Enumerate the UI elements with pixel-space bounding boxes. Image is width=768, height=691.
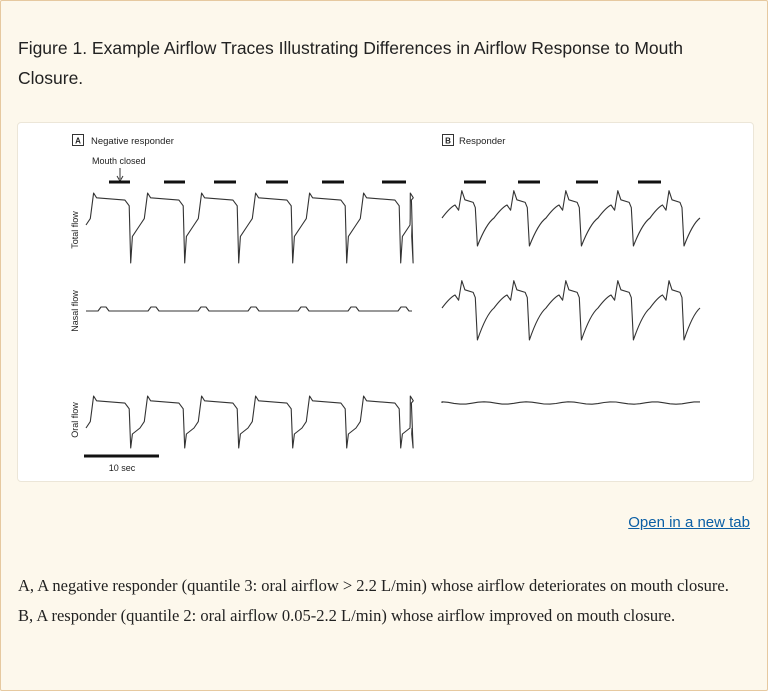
figure-title: Figure 1. Example Airflow Traces Illustrating Differences in Airflow Response to Mouth Closure. [18,38,683,88]
airflow-traces-figure [18,123,753,481]
panel-a-letter: A [75,136,81,146]
trace-b-nasal-flow [442,281,700,340]
panel-b-letter: B [445,136,451,146]
trace-b-oral-flow [442,402,700,404]
trace-a-nasal-flow [86,307,412,311]
airflow-traces [86,191,700,448]
row-label-oral-flow: Oral flow [70,402,80,438]
open-in-new-tab-link[interactable]: Open in a new tab [628,514,750,531]
panel-a-title: Negative responder [91,136,174,147]
row-label-nasal-flow: Nasal flow [70,290,80,332]
figure-caption: A, A negative responder (quantile 3: oral airflow > 2.2 L/min) whose airflow deteriorates on mouth closure. B, A responder (quantile 2: oral airflow 0.05-2.2 L/min) whose airflow improved on mouth closure. [18,576,729,625]
scale-bar-label: 10 sec [108,463,136,473]
figure-image [17,122,754,482]
panel-b-title: Responder [459,136,506,147]
trace-a-total-flow [86,193,413,263]
mouth-closed-label: Mouth closed [92,156,146,166]
trace-b-total-flow [442,191,700,246]
row-label-total-flow: Total flow [70,211,80,249]
trace-a-oral-flow [86,396,413,448]
